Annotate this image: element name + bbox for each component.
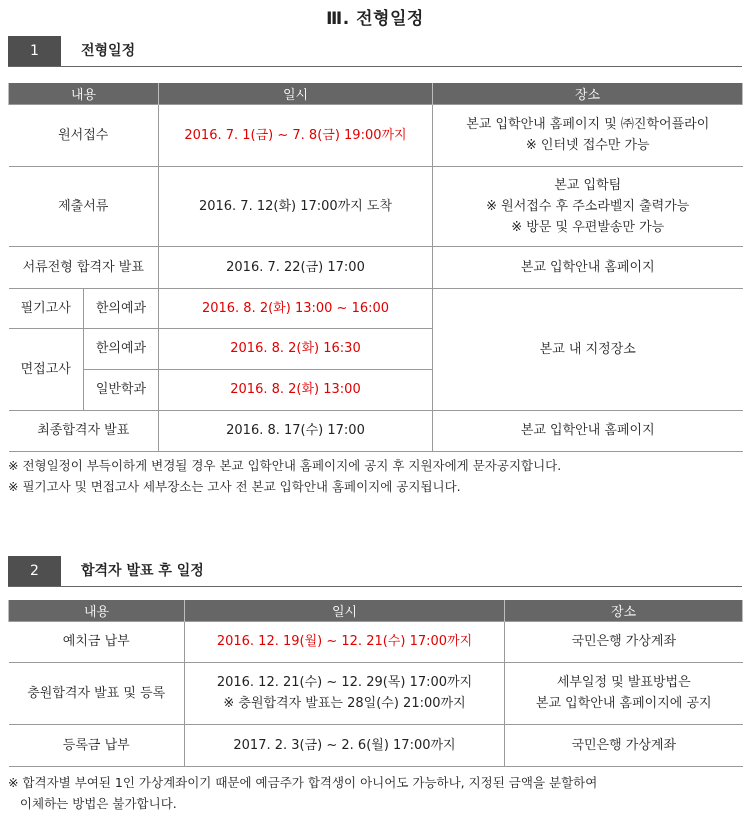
row-content: 등록금 납부 (9, 724, 185, 766)
row-place (505, 662, 743, 724)
section-2-title: 합격자 발표 후 일정 (81, 563, 204, 579)
header-place: 장소 (505, 600, 743, 621)
section-2-number: 2 (8, 556, 61, 586)
row-datetime: 2016. 7. 1(금) ~ 7. 8(금) 19:00까지 (159, 104, 433, 166)
note-line: ※ 필기고사 및 면접고사 세부장소는 고사 전 본교 입학안내 홈페이지에 공지됩니다. (8, 479, 461, 494)
note-line: 이체하는 방법은 불가합니다. (8, 796, 177, 811)
row-datetime: 2016. 7. 22(금) 17:00 (159, 246, 433, 288)
place-note: ※ 인터넷 접수만 가능 (525, 138, 650, 153)
row-datetime (185, 662, 505, 724)
place-note: ※ 방문 및 우편발송만 가능 (511, 219, 665, 235)
table-row (9, 166, 743, 246)
row-datetime: 2016. 8. 2(화) 16:30 (159, 328, 433, 369)
row-content: 최종합격자 발표 (9, 410, 159, 451)
section-2-header (8, 556, 742, 587)
row-datetime: 2016. 12. 19(월) ~ 12. 21(수) 17:00까지 (185, 621, 505, 662)
row-datetime: 2016. 8. 2(화) 13:00 ~ 16:00 (159, 288, 433, 328)
datetime-note: ※ 충원합격자 발표는 28일(수) 21:00까지 (223, 696, 466, 711)
section-2-notes (8, 772, 748, 814)
row-content: 충원합격자 발표 및 등록 (9, 662, 185, 724)
row-datetime: 2016. 8. 17(수) 17:00 (159, 410, 433, 451)
note-line: ※ 합격자별 부여된 1인 가상계좌이기 때문에 예금주가 합격생이 아니어도 가능하나, 지정된 금액을 분할하여 (8, 775, 598, 790)
datetime-line: 2016. 12. 21(수) ~ 12. 29(목) 17:00까지 (216, 675, 473, 690)
section-1-number: 1 (8, 36, 61, 66)
table-row (9, 662, 743, 724)
post-result-table (8, 600, 743, 767)
table-header-row (9, 600, 743, 621)
place-line: 본교 입학안내 홈페이지 및 ㈜진학어플라이 (466, 117, 710, 132)
table-row (9, 288, 743, 328)
header-content: 내용 (9, 83, 159, 104)
row-dept: 한의예과 (84, 328, 159, 369)
place-line: 본교 입학팀 (554, 177, 622, 193)
place-line: 본교 입학안내 홈페이지에 공지 (535, 696, 712, 711)
row-datetime: 2016. 8. 2(화) 13:00 (159, 369, 433, 410)
section-1-notes (8, 455, 748, 497)
row-content: 제출서류 (9, 166, 159, 246)
header-place: 장소 (433, 83, 743, 104)
note-line: ※ 전형일정이 부득이하게 변경될 경우 본교 입학안내 홈페이지에 공지 후 지원자에게 문자공지합니다. (8, 458, 562, 473)
row-place: 본교 입학안내 홈페이지 (433, 246, 743, 288)
table-row (9, 724, 743, 766)
header-datetime: 일시 (185, 600, 505, 621)
section-1-title: 전형일정 (81, 43, 136, 59)
row-group: 면접고사 (9, 328, 84, 410)
header-datetime: 일시 (159, 83, 433, 104)
row-place (433, 104, 743, 166)
header-content: 내용 (9, 600, 185, 621)
table-header-row (9, 83, 743, 104)
row-place: 국민은행 가상계좌 (505, 621, 743, 662)
row-dept: 일반학과 (84, 369, 159, 410)
row-datetime: 2017. 2. 3(금) ~ 2. 6(월) 17:00까지 (185, 724, 505, 766)
table-row (9, 621, 743, 662)
table-row (9, 104, 743, 166)
row-content: 예치금 납부 (9, 621, 185, 662)
place-line: 세부일정 및 발표방법은 (556, 675, 691, 690)
row-place: 본교 입학안내 홈페이지 (433, 410, 743, 451)
page-title: Ⅲ. 전형일정 (326, 9, 424, 29)
row-group: 필기고사 (9, 288, 84, 328)
row-content: 원서접수 (9, 104, 159, 166)
place-note: ※ 원서접수 후 주소라벨지 출력가능 (486, 198, 690, 214)
section-1-header (8, 36, 742, 67)
row-datetime: 2016. 7. 12(화) 17:00까지 도착 (159, 166, 433, 246)
row-place (433, 166, 743, 246)
table-row (9, 410, 743, 451)
row-place: 본교 내 지정장소 (433, 288, 743, 410)
schedule-table (8, 83, 743, 452)
table-row (9, 246, 743, 288)
row-content: 서류전형 합격자 발표 (9, 246, 159, 288)
row-place: 국민은행 가상계좌 (505, 724, 743, 766)
row-dept: 한의예과 (84, 288, 159, 328)
